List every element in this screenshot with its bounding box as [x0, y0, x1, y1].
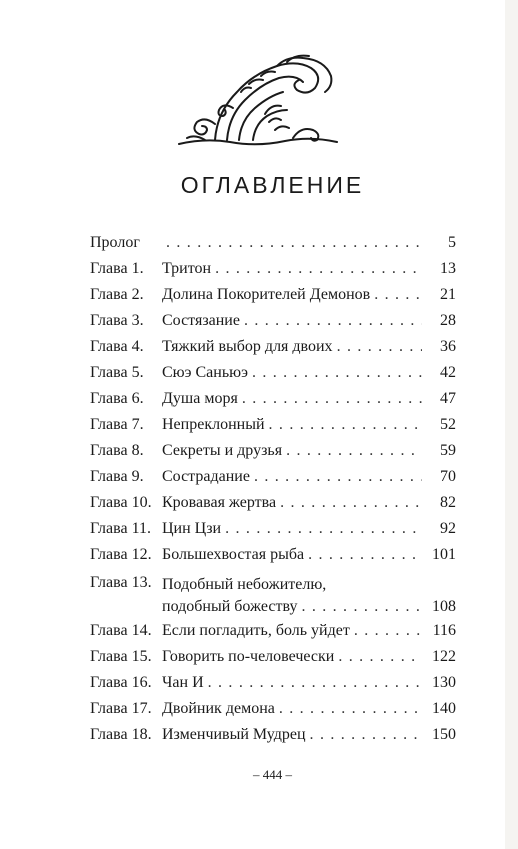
- entry-title: Кровавая жертва: [162, 494, 277, 511]
- entry-number: Глава 8.: [90, 442, 144, 459]
- toc-entry[interactable]: [90, 644, 456, 670]
- entry-title: Душа моря: [162, 390, 238, 407]
- entry-title: Долина Покорителей Демонов: [162, 286, 371, 303]
- toc-entry[interactable]: [90, 568, 456, 618]
- entry-page: 52: [440, 416, 456, 433]
- toc-entry[interactable]: [90, 360, 456, 386]
- entry-number: Глава 9.: [90, 468, 144, 485]
- entry-number: Глава 14.: [90, 622, 152, 639]
- entry-title: Чан И: [162, 674, 204, 691]
- entry-page: 13: [440, 260, 456, 277]
- entry-page: 82: [440, 494, 456, 511]
- entry-number: Глава 13.: [90, 574, 152, 591]
- entry-number: Глава 2.: [90, 286, 144, 303]
- entry-title: Двойник демона: [162, 700, 275, 717]
- toc-entry[interactable]: [90, 438, 456, 464]
- entry-page: 59: [440, 442, 456, 459]
- entry-title: Секреты и друзья: [162, 442, 283, 459]
- wave-ornament-icon: [175, 52, 340, 152]
- entry-number: Глава 11.: [90, 520, 151, 537]
- entry-title: Непреклонный: [162, 416, 265, 433]
- toc-entry[interactable]: [90, 256, 456, 282]
- toc-entry[interactable]: [90, 412, 456, 438]
- entry-page: 130: [432, 674, 456, 691]
- entry-page: 92: [440, 520, 456, 537]
- entry-page: 150: [432, 726, 456, 743]
- entry-page: 5: [448, 234, 456, 251]
- entry-title: Сюэ Саньюэ: [162, 364, 248, 381]
- entry-page: 47: [440, 390, 456, 407]
- entry-title-continued: подобный божеству: [162, 598, 298, 615]
- entry-number: Глава 5.: [90, 364, 144, 381]
- toc-entry[interactable]: [90, 490, 456, 516]
- entry-number: Глава 15.: [90, 648, 152, 665]
- toc-entry[interactable]: [90, 334, 456, 360]
- entry-number: Глава 17.: [90, 700, 152, 717]
- entry-title: Цин Цзи: [162, 520, 222, 537]
- toc-entry[interactable]: [90, 386, 456, 412]
- toc-entry[interactable]: [90, 464, 456, 490]
- entry-page: 108: [432, 598, 456, 615]
- entry-title: Состязание: [162, 312, 240, 329]
- entry-title: Большехвостая рыба: [162, 546, 305, 563]
- entry-number: Глава 18.: [90, 726, 152, 743]
- entry-page: 122: [432, 648, 456, 665]
- entry-number: Глава 16.: [90, 674, 152, 691]
- entry-page: 36: [440, 338, 456, 355]
- toc-entry[interactable]: [90, 542, 456, 568]
- entry-page: 42: [440, 364, 456, 381]
- entry-title: Сострадание: [162, 468, 250, 485]
- toc-entry[interactable]: [90, 618, 456, 644]
- toc-entry[interactable]: [90, 722, 456, 748]
- entry-number: Пролог: [90, 234, 140, 251]
- entry-title: Если погладить, боль уйдет: [162, 622, 350, 639]
- entry-number: Глава 10.: [90, 494, 152, 511]
- toc-title: ОГЛАВЛЕНИЕ: [180, 172, 365, 198]
- entry-page: 140: [432, 700, 456, 717]
- entry-page: 70: [440, 468, 456, 485]
- page-number: – 444 –: [253, 767, 292, 782]
- toc-entry[interactable]: [90, 516, 456, 542]
- entry-number: Глава 1.: [90, 260, 144, 277]
- entry-number: Глава 6.: [90, 390, 144, 407]
- entry-number: Глава 4.: [90, 338, 144, 355]
- entry-title: Изменчивый Мудрец: [162, 726, 306, 743]
- entry-page: 28: [440, 312, 456, 329]
- entry-page: 21: [440, 286, 456, 303]
- entry-title: Подобный небожителю,: [162, 576, 327, 593]
- toc-list: [90, 230, 456, 748]
- entry-number: Глава 12.: [90, 546, 152, 563]
- toc-entry[interactable]: [90, 670, 456, 696]
- toc-entry-prologue[interactable]: [90, 230, 456, 256]
- entry-title: Тритон: [162, 260, 212, 277]
- entry-title: Тяжкий выбор для двоих: [162, 338, 333, 355]
- entry-number: Глава 3.: [90, 312, 144, 329]
- entry-page: 101: [432, 546, 456, 563]
- toc-entry[interactable]: [90, 282, 456, 308]
- toc-entry[interactable]: [90, 308, 456, 334]
- entry-title: Говорить по-человечески: [162, 648, 335, 665]
- entry-page: 116: [432, 622, 456, 639]
- toc-entry[interactable]: [90, 696, 456, 722]
- entry-number: Глава 7.: [90, 416, 144, 433]
